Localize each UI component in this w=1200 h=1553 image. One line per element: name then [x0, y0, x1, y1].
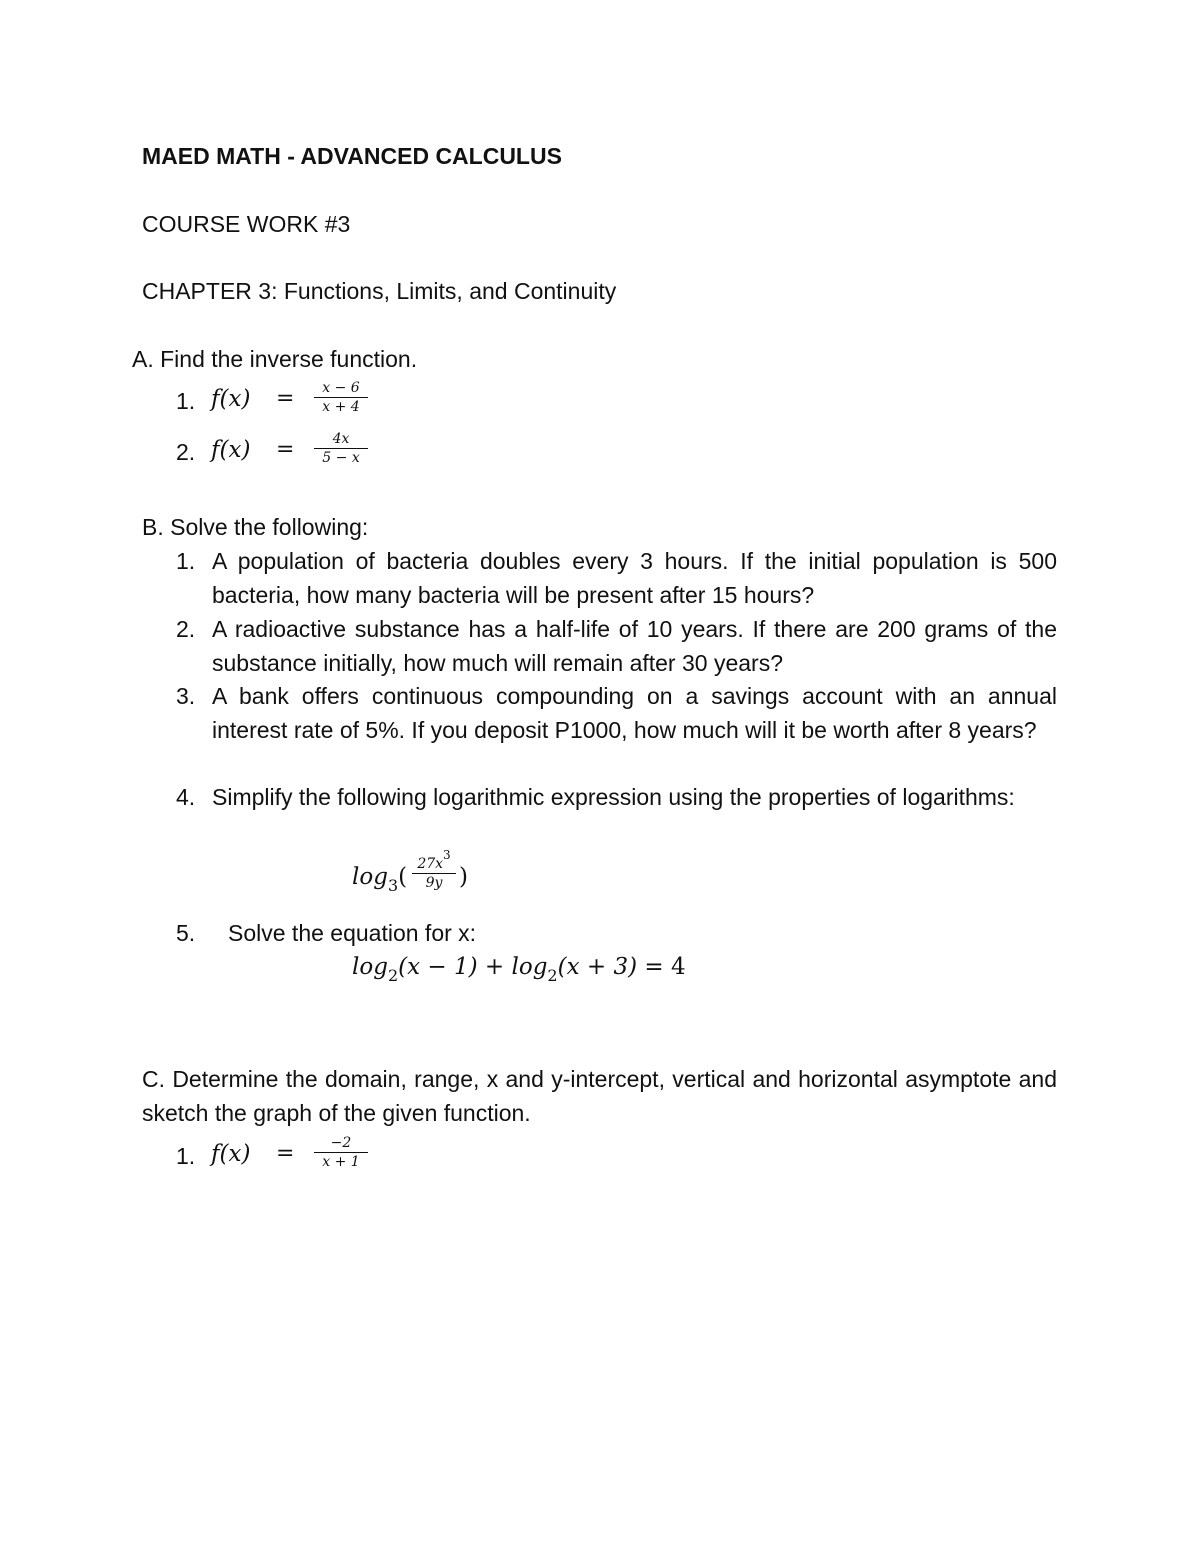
log-base: 3 [387, 876, 399, 895]
exponent: 3 [443, 848, 451, 862]
log-base: 2 [547, 966, 558, 985]
plus-sign: + [484, 954, 505, 980]
numerator: 4x [332, 431, 350, 447]
function-lhs: f(x) [211, 1141, 251, 1167]
section-b-heading: B. Solve the following: [142, 514, 369, 540]
numerator [412, 848, 456, 873]
equals-sign: = [276, 1141, 295, 1166]
question-text: Simplify the following logarithmic expression using the properties of logarithms: [212, 784, 1015, 810]
question-text: A population of bacteria doubles every 3 hours. If the initial population is 500 bacteria, how many bacteria will be present after 15 hours? [212, 548, 1057, 608]
close-paren: ) [459, 864, 468, 890]
function-lhs: f(x) [211, 386, 251, 412]
equals-sign: = [644, 954, 664, 980]
numerator: −2 [330, 1135, 352, 1151]
denominator: 5 − x [322, 450, 360, 466]
course-work-label: COURSE WORK #3 [142, 211, 351, 237]
log-equation [352, 952, 686, 984]
item-number: 1. [176, 388, 196, 414]
equals-sign: = [276, 386, 295, 411]
question-text: Solve the equation for x: [228, 920, 477, 946]
log-function: log [352, 954, 388, 980]
log-base: 2 [387, 966, 399, 985]
log-argument: (x − 1) [398, 954, 478, 980]
fraction [314, 380, 368, 415]
item-number: 1. [176, 1143, 196, 1169]
log-expression [352, 862, 407, 894]
denominator: x + 4 [322, 399, 360, 415]
fraction [314, 431, 368, 466]
log-function: log [352, 864, 388, 890]
open-paren: ( [398, 864, 408, 890]
log-fraction [412, 848, 456, 891]
question-text: A bank offers continuous compounding on a savings account with an annual interest rate of 5%. If you deposit P1000, how much will it be worth after 8 years? [212, 683, 1057, 743]
rhs-value: 4 [670, 954, 686, 980]
fraction [314, 1135, 368, 1170]
denominator: x + 1 [322, 1154, 360, 1170]
page-title: MAED MATH - ADVANCED CALCULUS [142, 143, 562, 169]
section-c-heading: C. Determine the domain, range, x and y-intercept, vertical and horizontal asymptote and sketch the graph of the given function. [142, 1066, 1057, 1126]
item-number: 4. [176, 784, 196, 810]
numerator-base: 27x [417, 856, 444, 872]
item-number: 1. [176, 548, 196, 574]
item-number: 5. [176, 920, 196, 946]
denominator: 9y [425, 875, 443, 891]
log-function: log [511, 954, 548, 980]
section-a-heading: A. Find the inverse function. [132, 346, 418, 372]
question-text: A radioactive substance has a half-life of 10 years. If there are 200 grams of the substance initially, how much will remain after 30 years? [212, 616, 1057, 676]
chapter-title: CHAPTER 3: Functions, Limits, and Continuity [142, 278, 617, 304]
numerator: x − 6 [322, 380, 360, 396]
function-lhs: f(x) [211, 437, 251, 463]
log-argument: (x + 3) [557, 954, 638, 980]
item-number: 2. [176, 616, 196, 642]
item-number: 2. [176, 439, 196, 465]
item-number: 3. [176, 683, 196, 709]
equals-sign: = [276, 437, 295, 462]
